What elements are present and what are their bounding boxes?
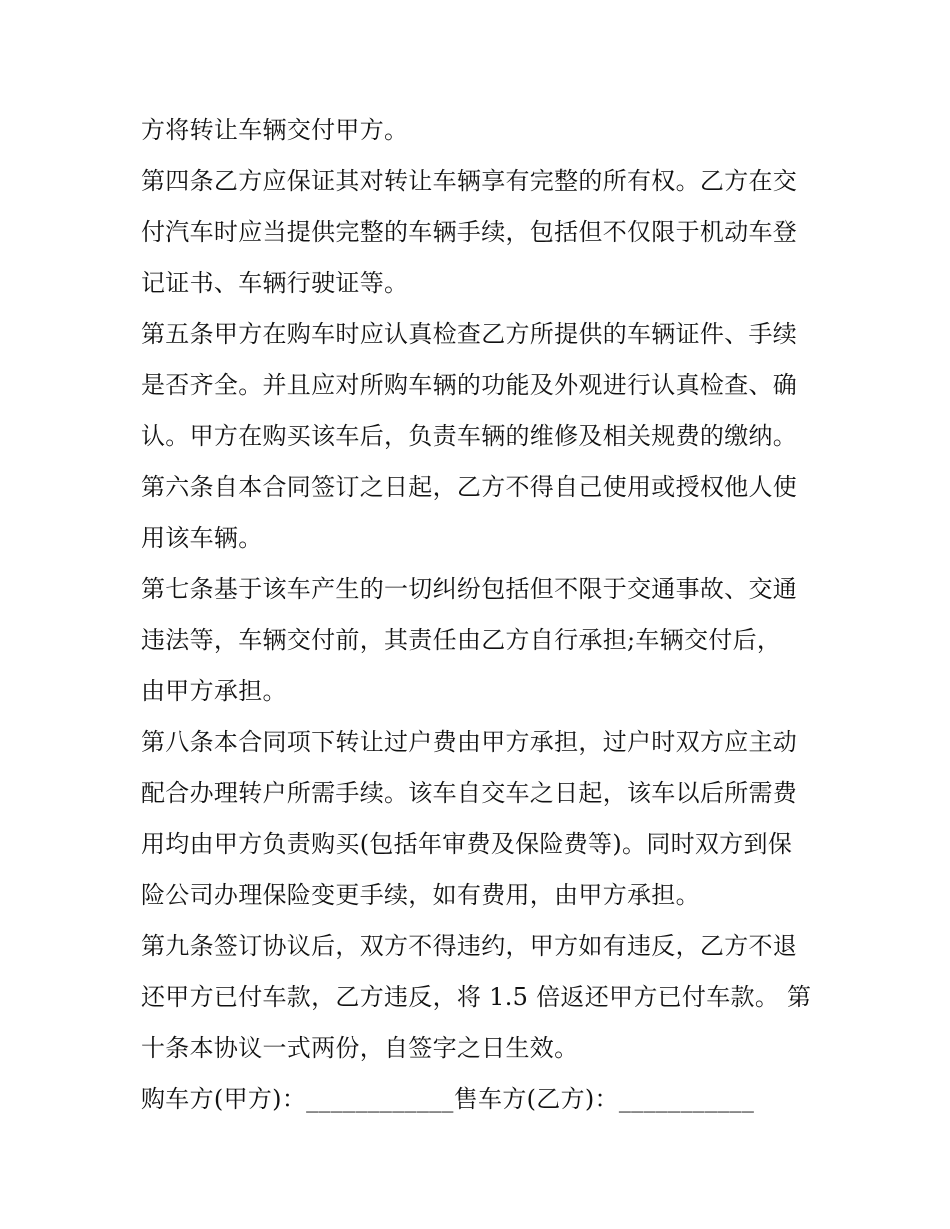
text-line: 认。甲方在购买该车后，负责车辆的维修及相关规费的缴纳。: [141, 422, 798, 450]
text-line: 违法等，车辆交付前，其责任由乙方自行承担;车辆交付后，: [141, 626, 782, 654]
text-line: 还甲方已付车款，乙方违反，将 1.5 倍返还甲方已付车款。 第: [141, 983, 812, 1011]
text-line: 由甲方承担。: [141, 677, 287, 705]
text-line: 第八条本合同项下转让过户费由甲方承担，过户时双方应主动: [141, 728, 798, 756]
text-line: 第六条自本合同签订之日起，乙方不得自己使用或授权他人使: [141, 473, 798, 501]
text-line: 记证书、车辆行驶证等。: [141, 269, 409, 297]
contract-body: [141, 105, 821, 1125]
signature-line: 购车方(甲方)：____________售车方(乙方)：___________: [141, 1085, 755, 1113]
text-line: 用均由甲方负责购买(包括年审费及保险费等)。同时双方到保: [141, 830, 793, 858]
text-line: 用该车辆。: [141, 524, 263, 552]
text-line: 第五条甲方在购车时应认真检查乙方所提供的车辆证件、手续: [141, 320, 798, 348]
text-line: 险公司办理保险变更手续，如有费用，由甲方承担。: [141, 881, 700, 909]
text-line: 是否齐全。并且应对所购车辆的功能及外观进行认真检查、确: [141, 371, 798, 399]
text-line: 第四条乙方应保证其对转让车辆享有完整的所有权。乙方在交: [141, 167, 798, 195]
text-line: 配合办理转户所需手续。该车自交车之日起，该车以后所需费: [141, 779, 798, 807]
text-line: 十条本协议一式两份，自签字之日生效。: [141, 1034, 579, 1062]
text-line: 第七条基于该车产生的一切纠纷包括但不限于交通事故、交通: [141, 575, 798, 603]
text-line: 付汽车时应当提供完整的车辆手续，包括但不仅限于机动车登: [141, 218, 798, 246]
text-line: 方将转让车辆交付甲方。: [141, 116, 409, 144]
text-line: 第九条签订协议后，双方不得违约，甲方如有违反，乙方不退: [141, 932, 798, 960]
